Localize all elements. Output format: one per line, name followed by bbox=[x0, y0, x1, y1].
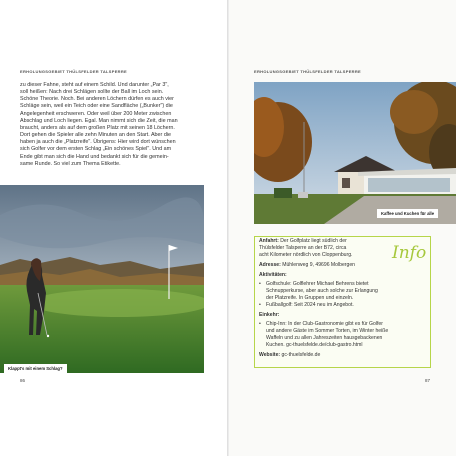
info-anfahrt-line: acht Kilometer nördlich von Cloppenburg. bbox=[259, 252, 353, 258]
bullet: • bbox=[259, 302, 261, 308]
info-activity-line: Fußballgolf: Seit 2024 neu im Angebot. bbox=[266, 302, 354, 308]
adresse-value: Mühlenweg 9, 49696 Molbergen bbox=[280, 262, 356, 268]
einkehr-label: Einkehr: bbox=[259, 312, 280, 318]
body-line: braucht, anders als auf dem großen Platz mit seinen 18 Löchern. bbox=[20, 124, 175, 131]
info-activity-line: der Platzreife. In Gruppen und einzeln. bbox=[266, 295, 354, 301]
info-anfahrt bbox=[259, 238, 347, 244]
body-line: Abschlag und Loch liegen. Egal. Man nimmt sich die Zeit, die man bbox=[20, 117, 178, 124]
info-einkehr-line: Waffeln und zu allen Jahreszeiten hausgebackenen bbox=[266, 335, 383, 341]
info-activity-line: Schnupperkurse, aber auch solche zur Erlangung bbox=[266, 288, 378, 294]
info-einkehr-line: und andere Gäste im Sommer Torten, im Winter heiße bbox=[266, 328, 389, 334]
info-anfahrt-line: Thülsfelder Talsperre an der B72, circa bbox=[259, 245, 347, 251]
website-value: gc-thuelsfelde.de bbox=[280, 352, 321, 358]
anfahrt-label: Anfahrt: bbox=[259, 238, 279, 244]
clubhouse-photo-image bbox=[254, 82, 456, 224]
body-line: zu dieser Fahne, steht auf einem Schild. Und darunter „Par 3", bbox=[20, 82, 169, 88]
body-text bbox=[20, 82, 204, 168]
adresse-label: Adresse: bbox=[259, 262, 281, 268]
body-line: soll heißen: Nach drei Schlägen sollte der Ball im Loch sein. bbox=[20, 89, 164, 96]
golfer-photo-caption: Klappt's mit einem Schlag? bbox=[4, 364, 67, 373]
right-page-number: 87 bbox=[425, 378, 431, 383]
book-gutter bbox=[227, 0, 229, 456]
info-website bbox=[259, 352, 320, 358]
body-line: Schöne Theorie. Noch. Bei anderen Löchern dürfen es auch vier bbox=[20, 96, 174, 103]
golfer-photo bbox=[0, 185, 204, 373]
body-line: sich Golfer vor dem ersten Schlag „Ein schönes Spiel". Und am bbox=[20, 146, 172, 153]
info-einkehr-line: Kuchen. gc-thuelsfelde.de/club-gastro.html bbox=[266, 342, 363, 348]
info-einkehr-line: Chip-Inn: In der Club-Gastronomie gibt es für Golfer bbox=[266, 321, 383, 327]
left-page-number: 86 bbox=[20, 378, 26, 383]
right-running-header: ERHOLUNGSGEBIET THÜLSFELDER TALSPERRE bbox=[254, 69, 362, 74]
bullet: • bbox=[259, 321, 261, 327]
aktivitaeten-label: Aktivitäten: bbox=[259, 272, 287, 278]
clubhouse-photo bbox=[254, 82, 456, 224]
body-line: same Runde. So viel zum Thema Etikette. bbox=[20, 160, 121, 167]
anfahrt-text: Der Golfplatz liegt südlich der bbox=[278, 238, 347, 244]
body-line: Dort gehen die Spieler alle zehn Minuten an den Start. Aber die bbox=[20, 132, 172, 139]
clubhouse-photo-caption: Kaffee und Kuchen für alle bbox=[377, 209, 438, 218]
website-label: Website: bbox=[259, 352, 281, 358]
info-script-title: Info bbox=[392, 243, 427, 263]
body-line: Ende gibt man sich die Hand und bedankt sich für die gemein- bbox=[20, 153, 169, 160]
bullet: • bbox=[259, 281, 261, 287]
body-line: haben ja auch die „Platzreife". Übrigens: Hier wird dort wünschen bbox=[20, 139, 176, 146]
body-line: Schläge sein, weil ein Teich oder eine Sandfläche („Bunker") die bbox=[20, 103, 173, 110]
info-adresse bbox=[259, 262, 355, 268]
body-line: Angelegenheit erschweren. Oder weil über 200 Meter zwischen bbox=[20, 110, 172, 117]
info-activity-line: Golfschule: Golflehrer Michael Behrens bietet bbox=[266, 281, 369, 287]
left-running-header: ERHOLUNGSGEBIET THÜLSFELDER TALSPERRE bbox=[20, 69, 128, 74]
golfer-photo-image bbox=[0, 185, 204, 373]
